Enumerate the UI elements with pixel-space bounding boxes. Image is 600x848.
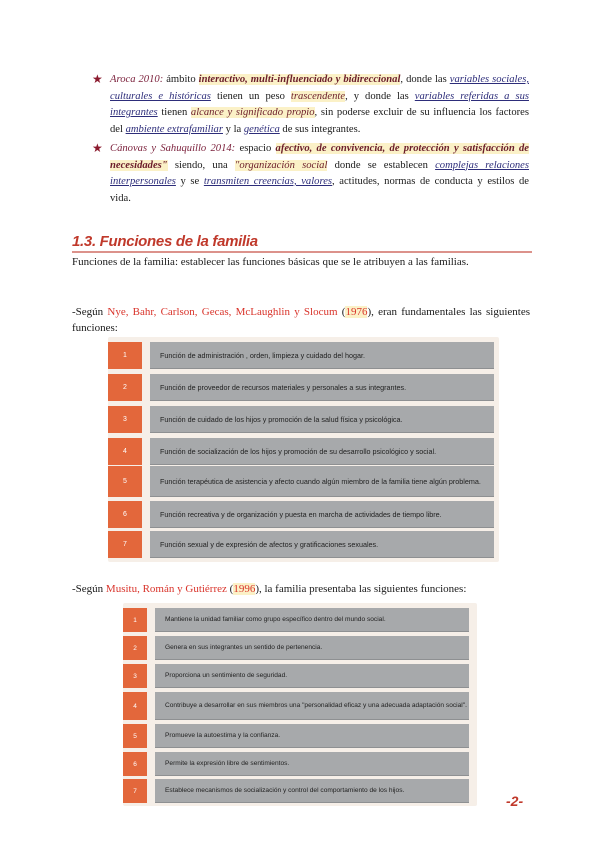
table-row — [123, 724, 469, 748]
underlined-text: transmiten creencias, valores — [203, 176, 333, 187]
table-row — [123, 664, 469, 688]
body-text: , actitudes, normas de conducta y estilos de vida. — [110, 176, 529, 204]
row-number: 4 — [123, 692, 147, 720]
body-text: tienen — [157, 107, 191, 118]
list-item — [92, 141, 529, 207]
table-row — [123, 779, 469, 803]
row-number: 1 — [108, 342, 142, 369]
row-number: 5 — [108, 466, 142, 497]
table-row — [108, 501, 494, 528]
row-number: 3 — [108, 406, 142, 433]
row-text: Función sexual y de expresión de afectos y gratificaciones sexuales. — [150, 531, 494, 558]
row-number: 4 — [108, 438, 142, 465]
body-text: ( — [226, 583, 234, 595]
row-text: Genera en sus integrantes un sentido de pertenencia. — [155, 636, 469, 660]
citation-authors: Nye, Bahr, Carlson, Gecas, McLaughlin y Slocum — [107, 306, 338, 318]
body-text: ), la familia presentaba las siguientes funciones: — [255, 583, 467, 595]
body-text: donde se establecen — [327, 159, 436, 171]
section-heading: 1.3. Funciones de la familia — [72, 233, 258, 250]
row-text: Permite la expresión libre de sentimientos. — [155, 752, 469, 776]
row-text: Establece mecanismos de socialización y control del comportamiento de los hijos. — [155, 779, 469, 803]
row-number: 7 — [108, 531, 142, 558]
citation-authors: Musitu, Román y Gutiérrez — [105, 583, 227, 595]
highlight-text: alcance y significado propio — [190, 107, 315, 118]
list-item — [92, 72, 529, 138]
body-text: -Según — [72, 583, 106, 595]
row-number: 2 — [123, 636, 147, 660]
body-text: y la — [222, 123, 244, 135]
row-number: 2 — [108, 374, 142, 401]
row-text: Función de proveedor de recursos materiales y personales a sus integrantes. — [150, 374, 494, 401]
table-row — [108, 342, 494, 369]
row-text: Función de cuidado de los hijos y promoción de la salud física y psicológica. — [150, 406, 494, 433]
body-text: de sus integrantes. — [279, 123, 361, 135]
star-bullet-icon: ★ — [92, 141, 103, 155]
underlined-text: genética — [243, 123, 280, 135]
citation-author: Cánovas y Sahuquillo 2014: — [110, 143, 236, 154]
citation-year: 1976 — [345, 306, 368, 318]
row-text: Función de socialización de los hijos y promoción de su desarrollo psicológico y social. — [150, 438, 494, 465]
table-row — [123, 608, 469, 632]
row-number: 1 — [123, 608, 147, 632]
heading-underline — [72, 251, 532, 253]
table-row — [108, 531, 494, 558]
citation-author: Aroca 2010: — [110, 74, 164, 85]
underlined-text: complejas relaciones interpersonales — [110, 159, 530, 187]
body-text: , y donde las — [345, 90, 415, 102]
table-row — [108, 374, 494, 401]
underlined-text: variables referidas a sus integrantes — [110, 90, 529, 118]
body-text: tienen un peso — [210, 90, 291, 102]
table-row — [123, 692, 469, 720]
highlight-text: trascendente — [290, 90, 346, 102]
citation-year: 1996 — [233, 583, 256, 595]
underlined-text: ambiente extrafamiliar — [125, 123, 223, 135]
row-number: 7 — [123, 779, 147, 803]
body-text: espacio — [235, 143, 276, 154]
body-text: ámbito — [163, 74, 199, 85]
body-text: , sin poderse excluir de su influencia los factores del — [110, 107, 530, 135]
row-text: Proporciona un sentimiento de seguridad. — [155, 664, 469, 688]
functions-table-2 — [123, 603, 477, 806]
row-text: Función de administración , orden, limpieza y cuidado del hogar. — [150, 342, 494, 369]
highlight-text: "organización social — [234, 159, 328, 171]
body-text: -Según — [72, 306, 108, 318]
body-text: ), eran fundamentales las siguientes funciones: — [72, 306, 530, 334]
row-text: Promueve la autoestima y la confianza. — [155, 724, 469, 748]
row-number: 6 — [108, 501, 142, 528]
source-paragraph-2 — [72, 581, 530, 597]
table-row — [108, 466, 494, 497]
body-text: y se — [175, 176, 204, 187]
row-number: 6 — [123, 752, 147, 776]
body-text: siendo, una — [167, 159, 235, 171]
row-text: Función terapéutica de asistencia y afecto cuando algún miembro de la familia tiene algún problema. — [150, 466, 494, 497]
row-number: 5 — [123, 724, 147, 748]
functions-table-1 — [108, 337, 499, 562]
definition-list — [92, 72, 529, 210]
row-text: Mantiene la unidad familiar como grupo específico dentro del mundo social. — [155, 608, 469, 632]
row-number: 3 — [123, 664, 147, 688]
table-row — [108, 438, 494, 465]
body-text: ( — [337, 306, 346, 318]
star-bullet-icon: ★ — [92, 72, 103, 86]
body-text: , donde las — [400, 74, 450, 85]
underlined-text: variables sociales, culturales e históricas — [110, 74, 529, 102]
row-text: Contribuye a desarrollar en sus miembros una "personalidad eficaz y una adecuada adaptación social". — [155, 692, 469, 720]
source-paragraph-1 — [72, 304, 530, 336]
row-text: Función recreativa y de organización y puesta en marcha de actividades de tiempo libre. — [150, 501, 494, 528]
table-row — [108, 406, 494, 433]
page-number: -2- — [506, 793, 524, 809]
highlight-text: afectivo, de convivencia, de protección y satisfacción de necesidades" — [110, 143, 529, 171]
table-row — [123, 752, 469, 776]
table-row — [123, 636, 469, 660]
highlight-text: interactivo, multi-influenciado y bidireccional — [198, 74, 401, 85]
section-intro: Funciones de la familia: establecer las funciones básicas que se le atribuyen a las familias. — [72, 256, 469, 268]
